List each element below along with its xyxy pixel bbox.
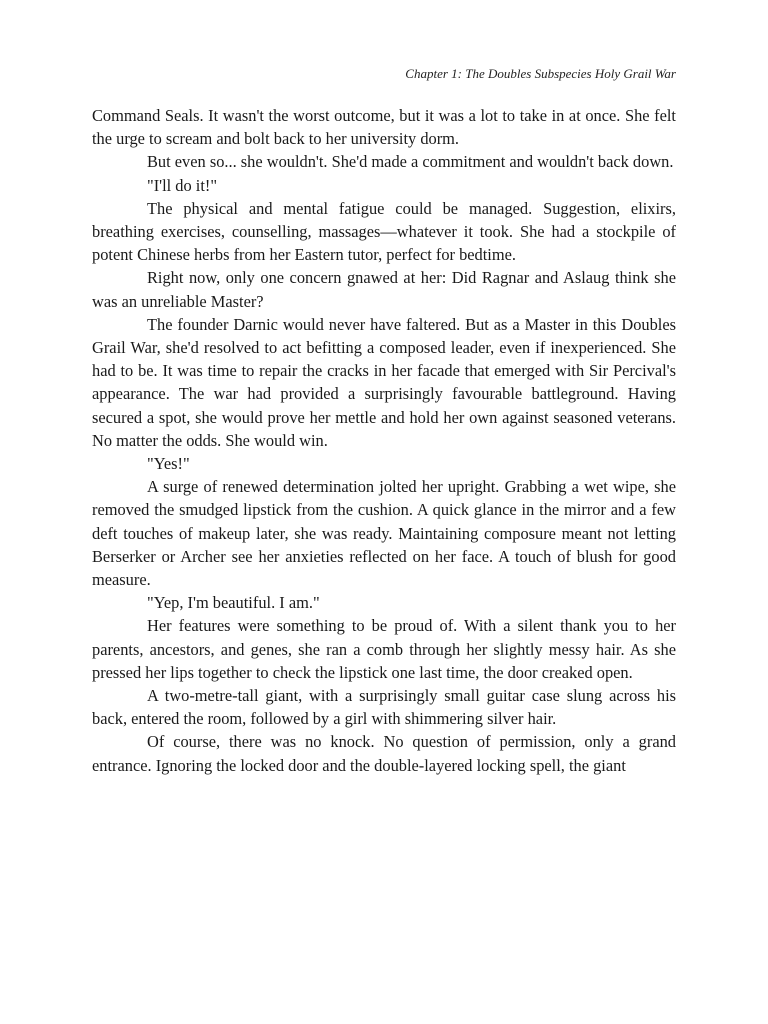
paragraph: Command Seals. It wasn't the worst outcome, but it was a lot to take in at once. She felt the urge to scream and bolt back to her university dorm.: [92, 106, 676, 149]
paragraph: "Yes!": [147, 454, 190, 474]
running-header: Chapter 1: The Doubles Subspecies Holy Grail War: [405, 66, 676, 81]
paragraph: But even so... she wouldn't. She'd made a commitment and wouldn't back down.: [147, 152, 674, 172]
paragraph: Right now, only one concern gnawed at her: Did Ragnar and Aslaug think she was an unreliable Master?: [92, 268, 676, 311]
paragraph: "Yep, I'm beautiful. I am.": [147, 593, 320, 613]
paragraph: Of course, there was no knock. No question of permission, only a grand entrance. Ignoring the locked door and the double-layered locking spell, the giant: [92, 732, 676, 775]
chapter-body: [92, 104, 676, 777]
paragraph: A two-metre-tall giant, with a surprisingly small guitar case slung across his back, entered the room, followed by a girl with shimmering silver hair.: [92, 686, 676, 729]
paragraph: "I'll do it!": [147, 175, 218, 195]
paragraph: The founder Darnic would never have faltered. But as a Master in this Doubles Grail War, she'd resolved to act befitting a composed leader, even if inexperienced. She had to be. It was time to repair the cracks in her facade that emerged with Sir Percival's appearance. The war had provided a surprisingly favourable battleground. Having secured a spot, she would prove her mettle and hold her own against seasoned veterans. No matter the odds. She would win.: [92, 314, 676, 450]
paragraph: Her features were something to be proud of. With a silent thank you to her parents, ancestors, and genes, she ran a comb through her slightly messy hair. As she pressed her lips together to check the lipstick one last time, the door creaked open.: [92, 616, 676, 682]
paragraph: A surge of renewed determination jolted her upright. Grabbing a wet wipe, she removed the smudged lipstick from the cushion. A quick glance in the mirror and a few deft touches of makeup later, she was ready. Maintaining composure meant not letting Berserker or Archer see her anxieties reflected on her face. A touch of blush for good measure.: [92, 477, 676, 590]
paragraph: The physical and mental fatigue could be managed. Suggestion, elixirs, breathing exercises, counselling, massages—whatever it took. She had a stockpile of potent Chinese herbs from her Eastern tutor, perfect for bedtime.: [92, 198, 676, 265]
